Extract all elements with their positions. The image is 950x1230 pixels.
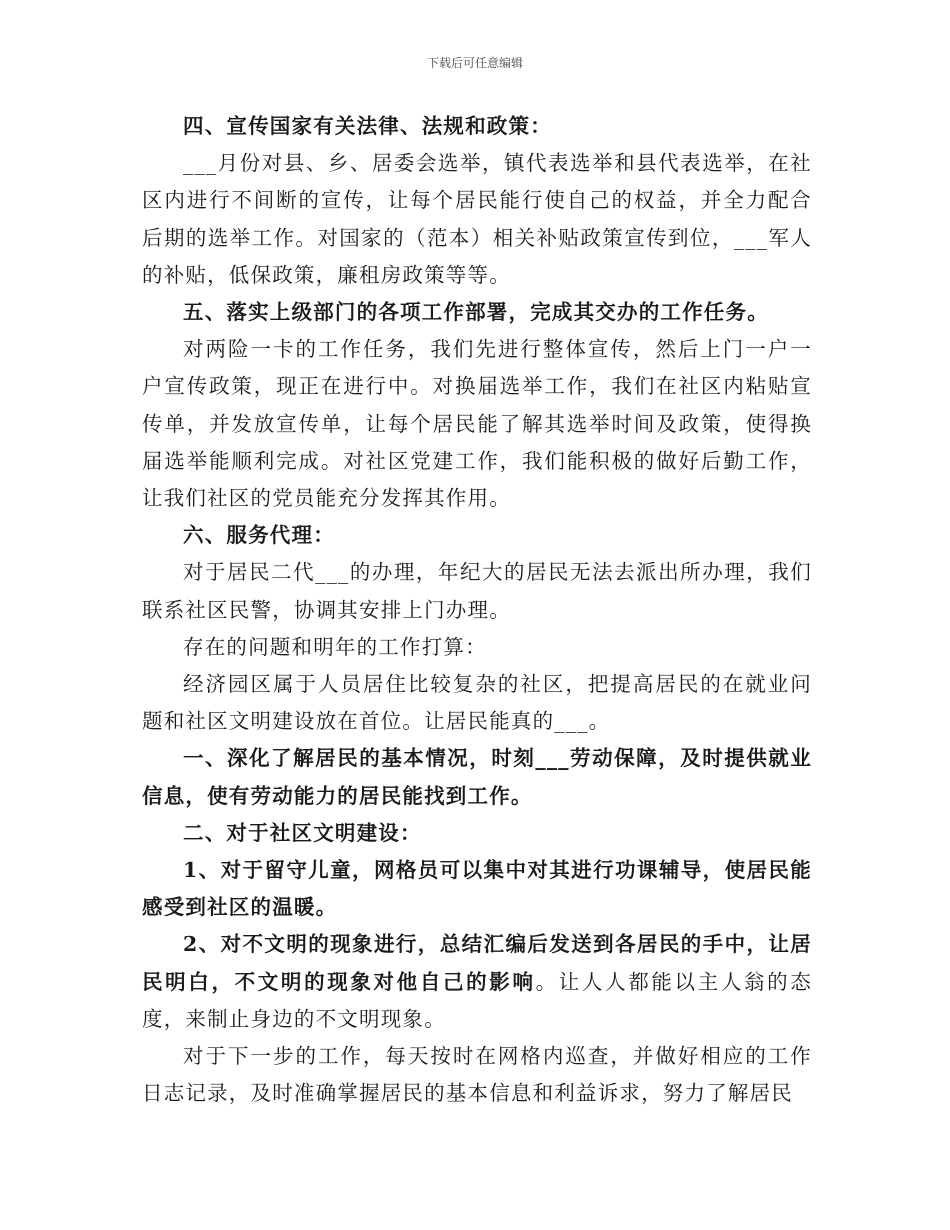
paragraph: 对于居民二代___的办理，年纪大的居民无法去派出所办理，我们联系社区民警，协调其安排上门办理。 [142,560,812,622]
plan-subitem-2-rest: 。让人人都能以主人翁的态度，来制止身边的不文明现象。 [142,969,812,1031]
section-heading-5: 五、落实上级部门的各项工作部署，完成其交办的工作任务。 [183,300,769,325]
section-heading-4: 四、宣传国家有关法律、法规和政策： [183,114,552,138]
paragraph: 对于下一步的工作，每天按时在网格内巡查，并做好相应的工作日志记录，及时准确掌握居民的基本信息和利益诉求，努力了解居民 [142,1044,812,1106]
page-header: 下载后可任意编辑 [426,56,523,70]
plan-subitem-2 [142,926,812,1038]
paragraph: 经济园区属于人员居住比较复杂的社区，把提高居民的在就业问题和社区文明建设放在首位。让居民能真的___。 [142,672,812,734]
plan-subitem-1: 1、对于留守儿童，网格员可以集中对其进行功课辅导，使居民能感受到社区的温暖。 [142,858,812,920]
plan-item-1: 一、深化了解居民的基本情况，时刻___劳动保障，及时提供就业信息，使有劳动能力的居民能找到工作。 [142,746,812,808]
plan-item-2-heading: 二、对于社区文明建设： [183,820,422,845]
paragraph: 对两险一卡的工作任务，我们先进行整体宣传，然后上门一户一户宣传政策，现正在进行中。对换届选举工作，我们在社区内粘贴宣传单，并发放宣传单，让每个居民能了解其选举时间及政策，使得换届选举能顺利完成。对社区党建工作，我们能积极的做好后勤工作，让我们社区的党员能充分发挥其作用。 [142,337,812,511]
section-heading-6: 六、服务代理： [183,523,335,548]
document-body [142,108,812,1112]
paragraph: ___月份对县、乡、居委会选举，镇代表选举和县代表选举，在社区内进行不间断的宣传，让每个居民能行使自己的权益，并全力配合后期的选举工作。对国家的（范本）相关补贴政策宣传到位，___军人的补贴，低保政策，廉租房政策等等。 [142,151,812,287]
plan-subitem-2-bold: 2、对不文明的现象进行，总结汇编后发送到各居民的手中，让居民明白，不文明的现象对他自己的影响 [142,932,812,994]
subheading-problems-plans: 存在的问题和明年的工作打算： [183,634,487,659]
